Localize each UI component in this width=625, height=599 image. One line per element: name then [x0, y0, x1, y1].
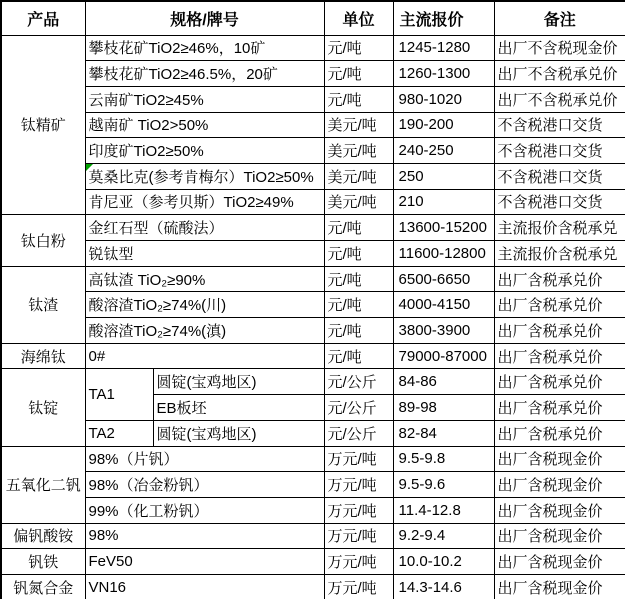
note-cell-text: 出厂含税现金价	[497, 502, 603, 520]
product-cell	[1, 35, 85, 215]
note-cell-text: 出厂含税承兑价	[497, 374, 603, 392]
note-cell-text: 出厂不含税现金价	[497, 40, 618, 58]
note-cell-text: 不含税港口交货	[497, 143, 603, 161]
product-cell	[1, 574, 85, 599]
spec-cell-text: 酸溶渣TiO₂≥74%(滇)	[88, 322, 227, 340]
price-cell	[393, 35, 494, 61]
spec-cell-text: 攀枝花矿TiO2≥46.5%，20矿	[88, 66, 278, 84]
product-cell-text: 钛渣	[28, 297, 59, 315]
spec-cell-text: 高钛渣 TiO₂≥90%	[88, 271, 206, 289]
grade-cell	[85, 420, 153, 446]
price-cell	[393, 241, 494, 267]
product-cell	[1, 369, 85, 446]
price-cell-text: 1260-1300	[398, 65, 471, 83]
spec-cell	[85, 138, 324, 164]
note-cell	[494, 369, 625, 395]
price-cell	[393, 266, 494, 292]
spec-cell	[85, 86, 324, 112]
note-cell-text: 出厂含税承兑价	[497, 348, 603, 366]
price-cell	[393, 163, 494, 189]
price-cell-text: 3800-3900	[398, 321, 471, 339]
spec-cell-text: 98%（片钒）	[88, 451, 179, 469]
price-cell	[393, 574, 494, 599]
note-cell-text: 主流报价含税承兑	[497, 245, 618, 263]
note-cell-text: 出厂含税现金价	[497, 528, 603, 546]
note-cell-text: 不含税港口交货	[497, 194, 603, 212]
spec-cell-text: 莫桑比克(参考肯梅尔）TiO2≥50%	[88, 168, 314, 186]
spec-cell-text: 攀枝花矿TiO2≥46%，10矿	[88, 40, 266, 58]
unit-cell	[324, 420, 393, 446]
unit-cell	[324, 343, 393, 369]
table-row	[1, 523, 625, 549]
unit-cell-text: 元/吨	[327, 348, 362, 366]
product-cell-text: 钛白粉	[20, 233, 66, 250]
note-cell-text: 出厂含税现金价	[497, 451, 603, 469]
note-cell	[494, 523, 625, 549]
unit-cell-text: 万元/吨	[327, 451, 377, 469]
price-cell-text: 9.2-9.4	[398, 527, 446, 545]
note-cell-text: 出厂含税承兑价	[497, 425, 603, 443]
price-cell-text: 210	[398, 193, 424, 211]
table-row	[1, 318, 625, 344]
unit-cell	[324, 523, 393, 549]
spec-cell	[85, 446, 324, 472]
spec-cell	[85, 523, 324, 549]
note-cell-text: 出厂含税现金价	[497, 579, 603, 597]
unit-cell-text: 万元/吨	[327, 528, 377, 546]
spec-cell	[85, 343, 324, 369]
grade-cell-text: TA2	[88, 424, 115, 442]
grade-cell	[85, 369, 153, 420]
product-cell-text: 海绵钛	[20, 348, 66, 366]
note-cell	[494, 497, 625, 523]
product-cell-text: 钒氮合金	[13, 579, 74, 597]
unit-cell	[324, 241, 393, 267]
table-row	[1, 189, 625, 215]
unit-cell-text: 元/吨	[327, 245, 362, 263]
unit-cell	[324, 549, 393, 575]
price-cell-text: 240-250	[398, 142, 454, 160]
unit-cell	[324, 446, 393, 472]
spec-cell	[85, 215, 324, 241]
unit-cell	[324, 35, 393, 61]
unit-cell	[324, 318, 393, 344]
price-cell-text: 4000-4150	[398, 296, 471, 314]
unit-cell	[324, 292, 393, 318]
table-row	[1, 574, 625, 599]
unit-cell-text: 元/吨	[327, 220, 362, 238]
note-cell	[494, 395, 625, 421]
price-cell	[393, 318, 494, 344]
table-row	[1, 292, 625, 318]
note-cell-text: 不含税港口交货	[497, 168, 603, 186]
price-cell	[393, 292, 494, 318]
table-row	[1, 369, 625, 395]
spec-cell-text: 99%（化工粉钒）	[88, 502, 209, 520]
spec-cell-text: EB板坯	[156, 399, 207, 417]
spec-cell-text: 圆锭(宝鸡地区)	[156, 425, 257, 443]
price-cell	[393, 86, 494, 112]
corner-marker-icon	[86, 164, 93, 171]
product-cell	[1, 523, 85, 549]
unit-cell	[324, 138, 393, 164]
spec-cell-text: 酸溶渣TiO₂≥74%(川)	[88, 297, 227, 315]
spec-cell	[85, 497, 324, 523]
spec-cell-text: 云南矿TiO2≥45%	[88, 91, 204, 109]
unit-cell	[324, 574, 393, 599]
table-row	[1, 86, 625, 112]
unit-cell	[324, 497, 393, 523]
product-cell	[1, 266, 85, 343]
price-cell-text: 10.0-10.2	[398, 553, 462, 571]
price-cell-text: 13600-15200	[398, 219, 487, 237]
note-cell-text: 出厂不含税承兑价	[497, 66, 618, 84]
spec-cell	[85, 241, 324, 267]
spec-cell-text: 0#	[88, 347, 106, 365]
note-cell-text: 出厂含税承兑价	[497, 322, 603, 340]
unit-cell	[324, 163, 393, 189]
table-row	[1, 446, 625, 472]
unit-cell-text: 万元/吨	[327, 502, 377, 520]
table-row	[1, 35, 625, 61]
unit-cell-text: 美元/吨	[327, 143, 377, 161]
product-cell	[1, 343, 85, 369]
table-row	[1, 497, 625, 523]
price-cell-text: 89-98	[398, 398, 437, 416]
unit-cell-text: 美元/吨	[327, 117, 377, 135]
spec-cell	[153, 420, 324, 446]
price-cell	[393, 523, 494, 549]
unit-cell-text: 万元/吨	[327, 579, 377, 597]
spec-cell	[85, 189, 324, 215]
spec-cell-text: 越南矿 TiO2>50%	[88, 117, 209, 135]
price-cell-text: 980-1020	[398, 90, 462, 108]
note-cell	[494, 215, 625, 241]
price-cell-text: 9.5-9.6	[398, 476, 446, 494]
spec-cell	[153, 395, 324, 421]
note-cell	[494, 86, 625, 112]
note-cell-text: 主流报价含税承兑	[497, 220, 618, 238]
product-cell-text: 偏钒酸铵	[13, 528, 74, 546]
note-cell	[494, 138, 625, 164]
unit-cell-text: 元/吨	[327, 271, 362, 289]
price-cell	[393, 497, 494, 523]
unit-cell-text: 元/吨	[327, 66, 362, 84]
header-product: 产品	[1, 1, 85, 35]
note-cell	[494, 266, 625, 292]
note-cell-text: 不含税港口交货	[497, 117, 603, 135]
spec-cell	[85, 35, 324, 61]
spec-cell	[85, 472, 324, 498]
header-row	[1, 1, 625, 35]
product-cell	[1, 215, 85, 266]
spec-cell	[85, 549, 324, 575]
table-row	[1, 138, 625, 164]
table-row	[1, 241, 625, 267]
price-cell-text: 79000-87000	[398, 347, 487, 365]
unit-cell	[324, 86, 393, 112]
price-cell-text: 84-86	[398, 373, 437, 391]
table-row	[1, 343, 625, 369]
price-cell-text: 14.3-14.6	[398, 578, 462, 596]
price-cell	[393, 369, 494, 395]
note-cell-text: 出厂含税承兑价	[497, 399, 603, 417]
spec-cell	[85, 292, 324, 318]
price-cell-text: 6500-6650	[398, 270, 471, 288]
unit-cell-text: 元/吨	[327, 91, 362, 109]
unit-cell-text: 元/吨	[327, 297, 362, 315]
product-cell	[1, 446, 85, 523]
unit-cell	[324, 472, 393, 498]
table-row	[1, 112, 625, 138]
note-cell	[494, 318, 625, 344]
table-row	[1, 215, 625, 241]
note-cell	[494, 61, 625, 87]
spec-cell-text: 金红石型（硫酸法）	[88, 220, 224, 238]
unit-cell	[324, 395, 393, 421]
header-unit: 单位	[324, 1, 393, 35]
unit-cell-text: 元/公斤	[327, 425, 377, 443]
header-price: 主流报价	[393, 1, 494, 35]
price-cell-text: 9.5-9.8	[398, 450, 446, 468]
spec-cell-text: VN16	[88, 578, 127, 596]
note-cell	[494, 292, 625, 318]
spec-cell	[85, 163, 324, 189]
table-row	[1, 163, 625, 189]
unit-cell	[324, 61, 393, 87]
price-cell	[393, 549, 494, 575]
unit-cell	[324, 112, 393, 138]
product-cell-text: 钛锭	[28, 399, 59, 417]
note-cell	[494, 446, 625, 472]
spec-cell-text: 印度矿TiO2≥50%	[88, 143, 204, 161]
price-cell	[393, 138, 494, 164]
price-cell	[393, 472, 494, 498]
price-cell	[393, 343, 494, 369]
price-cell-text: 82-84	[398, 424, 437, 442]
table-row	[1, 266, 625, 292]
price-cell-text: 11.4-12.8	[398, 501, 461, 519]
table-row	[1, 420, 625, 446]
unit-cell-text: 元/公斤	[327, 399, 377, 417]
note-cell	[494, 343, 625, 369]
note-cell	[494, 35, 625, 61]
header-note: 备注	[494, 1, 625, 35]
note-cell	[494, 241, 625, 267]
unit-cell-text: 元/吨	[327, 40, 362, 58]
spec-cell-text: 98%	[88, 527, 119, 545]
unit-cell-text: 元/公斤	[327, 374, 377, 392]
unit-cell-text: 元/吨	[327, 322, 362, 340]
unit-cell	[324, 369, 393, 395]
note-cell	[494, 420, 625, 446]
note-cell	[494, 112, 625, 138]
unit-cell-text: 万元/吨	[327, 477, 377, 495]
spec-cell-text: FeV50	[88, 553, 133, 571]
unit-cell-text: 美元/吨	[327, 168, 377, 186]
note-cell-text: 出厂含税承兑价	[497, 271, 603, 289]
header-spec: 规格/牌号	[85, 1, 324, 35]
unit-cell	[324, 189, 393, 215]
product-cell-text: 五氧化二钒	[5, 477, 81, 495]
table-row	[1, 61, 625, 87]
product-cell-text: 钒铁	[28, 554, 59, 572]
table-row	[1, 472, 625, 498]
price-cell	[393, 61, 494, 87]
note-cell	[494, 163, 625, 189]
spec-cell	[85, 318, 324, 344]
note-cell-text: 出厂含税承兑价	[497, 297, 603, 315]
spec-cell	[85, 574, 324, 599]
spec-cell	[85, 266, 324, 292]
price-cell	[393, 215, 494, 241]
product-cell	[1, 549, 85, 575]
note-cell	[494, 574, 625, 599]
price-cell	[393, 420, 494, 446]
unit-cell	[324, 215, 393, 241]
spec-cell	[153, 369, 324, 395]
price-cell-text: 11600-12800	[398, 244, 486, 262]
unit-cell-text: 万元/吨	[327, 554, 377, 572]
table-row	[1, 549, 625, 575]
product-cell-text: 钛精矿	[20, 117, 66, 135]
note-cell	[494, 189, 625, 215]
unit-cell-text: 美元/吨	[327, 194, 377, 212]
note-cell	[494, 472, 625, 498]
grade-cell-text: TA1	[88, 386, 115, 404]
note-cell-text: 出厂含税现金价	[497, 554, 603, 572]
note-cell-text: 出厂含税现金价	[497, 477, 603, 495]
spec-cell-text: 98%（冶金粉钒）	[88, 477, 209, 495]
unit-cell	[324, 266, 393, 292]
price-cell-text: 250	[398, 167, 424, 185]
spec-cell	[85, 61, 324, 87]
spec-cell-text: 圆锭(宝鸡地区)	[156, 374, 257, 392]
price-cell	[393, 112, 494, 138]
spec-cell-text: 肯尼亚（参考贝斯）TiO2≥49%	[88, 194, 294, 212]
price-cell-text: 190-200	[398, 116, 454, 134]
note-cell-text: 出厂不含税承兑价	[497, 91, 618, 109]
price-cell-text: 1245-1280	[398, 39, 471, 57]
price-cell	[393, 446, 494, 472]
note-cell	[494, 549, 625, 575]
spec-cell-text: 锐钛型	[88, 245, 134, 263]
price-cell	[393, 189, 494, 215]
price-cell	[393, 395, 494, 421]
spec-cell	[85, 112, 324, 138]
